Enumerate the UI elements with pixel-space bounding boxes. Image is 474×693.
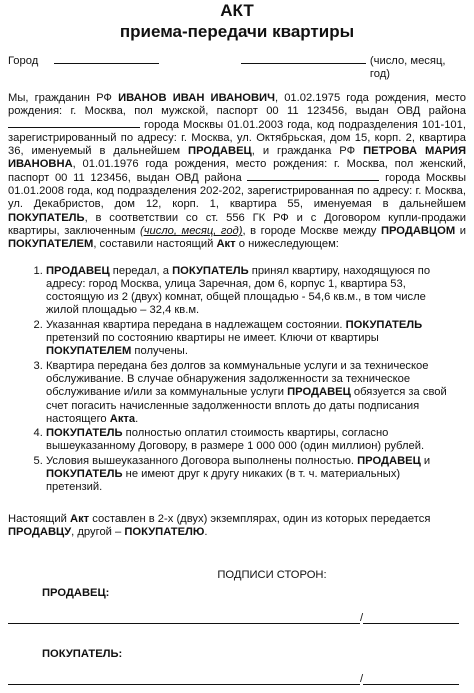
city-label: Город — [8, 55, 39, 67]
city-blank — [54, 53, 159, 64]
seller-signature-line: / — [8, 612, 466, 624]
list-item: 5. Условия вышеуказанного Договора выполнены полностью. ПРОДАВЕЦ и ПОКУПАТЕЛЬ не имеют друг к другу никаких (в т. ч. материальных) претензий. — [46, 455, 466, 495]
date-label: (число, месяц, год) — [369, 55, 446, 80]
final-paragraph: Настоящий Акт составлен в 2-х (двух) экземплярах, один из которых передается ПРОДАВЦУ, другой – ПОКУПАТЕЛЮ. — [8, 512, 431, 538]
buyer-signature-label: ПОКУПАТЕЛЬ: — [42, 648, 123, 661]
intro-paragraph: Мы, гражданин РФ ИВАНОВ ИВАН ИВАНОВИЧ, 01.02.1975 года рождения, место рождения: г. Москва, пол мужской, паспорт 00 11 123456, выдан ОВД района города Москвы 01.01.2003 года, код подразделения 101-101, зарегистрированный по адресу: г. Москва, ул. Октябрьская, дом 15, корп. 2, квартира 36, именуемый в дальнейшем ПРОДАВЕЦ, и гражданка РФ ПЕТРОВА МАРИЯ ИВАНОВНА, 01.01.1976 года рождения, место рождения: г. Москва, пол женский, паспорт 00 11 123456, выдан ОВД района города Москвы 01.01.2008 года, код подразделения 202-202, зарегистрированная по адресу: г. Москва, ул. Декабристов, дом 12, корп. 1, квартира 55, именуемая в дальнейшем ПОКУПАТЕЛЬ, в соответствии со ст. 556 ГК РФ и с Договором купли-продажи квартиры, заключенным (число, месяц, год), в городе Москве между ПРОДАВЦОМ и ПОКУПАТЕЛЕМ, составили настоящий Акт о нижеследующем: — [8, 92, 467, 251]
date-blank — [241, 53, 366, 64]
list-item: 2. Указанная квартира передана в надлежащем состоянии. ПОКУПАТЕЛЬ претензий по состоянию квартиры не имеет. Ключи от квартиры ПОКУПАТЕЛЕМ получены. — [46, 319, 466, 359]
signatures-title: ПОДПИСИ СТОРОН: — [217, 569, 327, 582]
buyer-name: ПЕТРОВА МАРИЯ ИВАНОВНА — [8, 145, 466, 171]
list-item: 4. ПОКУПАТЕЛЬ полностью оплатил стоимость квартиры, согласно вышеуказанному Договору, в размере 1 000 000 (один миллион) рублей. — [46, 427, 466, 454]
list-item: 1. ПРОДАВЕЦ передал, а ПОКУПАТЕЛЬ принял квартиру, находящуюся по адресу: город Москва, улица Заречная, дом 6, корпус 1, квартира 53, состоящую из 2 (двух) комнат, общей площадью - 54,6 кв.м., в том числе жилой площадью – 32,4 кв.м. — [46, 265, 466, 318]
district-blank-2 — [247, 172, 379, 181]
district-blank-1 — [8, 119, 140, 128]
seller-name: ИВАНОВ ИВАН ИВАНОВИЧ — [118, 92, 275, 104]
buyer-signature-line: / — [8, 673, 466, 685]
list-item: 3. Квартира передана без долгов за коммунальные услуги и за техническое обслуживание. В случае обнаружения задолженности за техническое обслуживание и/или за коммунальные услуги ПРОДАВЕЦ обязуется за свой счет погасить начисленные задолженности вплоть до даты подписания настоящего Акта. — [46, 360, 466, 426]
seller-signature-label: ПРОДАВЕЦ: — [42, 587, 110, 600]
city-date-row — [8, 53, 466, 81]
document-subtitle: приема-передачи квартиры — [119, 22, 355, 41]
document-title: АКТ — [220, 1, 254, 20]
contract-date-placeholder: (число, месяц, год) — [139, 224, 243, 237]
terms-list — [8, 265, 466, 495]
